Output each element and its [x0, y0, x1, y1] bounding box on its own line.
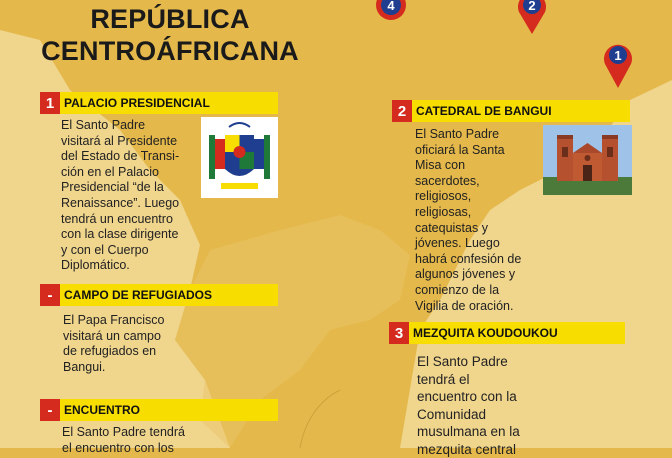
- cathedral-photo: [543, 125, 632, 195]
- section-mezquita-text: [417, 353, 520, 458]
- section-title: MEZQUITA KOUDOUKOU: [409, 326, 558, 340]
- text-line: religiosos,: [415, 189, 521, 205]
- text-line: El Santo Padre: [417, 353, 520, 371]
- section-palacio-header: [40, 92, 278, 114]
- section-mezquita-header: [389, 322, 625, 344]
- section-title: ENCUENTRO: [60, 403, 140, 417]
- section-title: CAMPO DE REFUGIADOS: [60, 288, 212, 302]
- title-line-1: REPÚBLICA: [0, 4, 340, 34]
- section-palacio-text: [61, 118, 179, 274]
- text-line: Diplomático.: [61, 258, 179, 274]
- pin-4-number: 4: [387, 0, 395, 13]
- text-line: jóvenes. Luego: [415, 236, 521, 252]
- text-line: religiosas,: [415, 205, 521, 221]
- section-campo-text: [63, 313, 164, 375]
- text-line: visitará un campo: [63, 329, 164, 345]
- section-catedral-header: [392, 100, 630, 122]
- text-line: El Santo Padre: [415, 127, 521, 143]
- section-number: -: [40, 399, 60, 421]
- text-line: comienzo de la: [415, 283, 521, 299]
- section-title: CATEDRAL DE BANGUI: [412, 104, 552, 118]
- section-number: -: [40, 284, 60, 306]
- section-title: PALACIO PRESIDENCIAL: [60, 96, 210, 110]
- pin-2-number: 2: [528, 0, 535, 13]
- text-line: y con el Cuerpo: [61, 243, 179, 259]
- text-line: habrá confesión de: [415, 252, 521, 268]
- text-line: catequistas y: [415, 221, 521, 237]
- text-line: con la clase dirigente: [61, 227, 179, 243]
- text-line: Comunidad: [417, 406, 520, 424]
- text-line: algunos jóvenes y: [415, 267, 521, 283]
- text-line: ción en el Palacio: [61, 165, 179, 181]
- river-line: [300, 390, 340, 448]
- section-encuentro-header: [40, 399, 278, 421]
- text-line: tendrá un encuentro: [61, 212, 179, 228]
- text-line: El Santo Padre: [61, 118, 179, 134]
- text-line: musulmana en la: [417, 423, 520, 441]
- section-encuentro-text: [62, 425, 185, 456]
- map-pin-1[interactable]: [601, 38, 635, 90]
- text-line: mezquita central: [417, 441, 520, 458]
- section-number: 1: [40, 92, 60, 114]
- text-line: tendrá el: [417, 371, 520, 389]
- coat-of-arms-image: [201, 117, 278, 198]
- text-line: Presidencial “de la: [61, 180, 179, 196]
- text-line: del Estado de Transi-: [61, 149, 179, 165]
- map-pin-4[interactable]: [374, 0, 408, 22]
- text-line: Misa con: [415, 158, 521, 174]
- text-line: Bangui.: [63, 360, 164, 376]
- text-line: de refugiados en: [63, 344, 164, 360]
- section-number: 2: [392, 100, 412, 122]
- text-line: oficiará la Santa: [415, 143, 521, 159]
- text-line: visitará al Presidente: [61, 134, 179, 150]
- section-number: 3: [389, 322, 409, 344]
- section-campo-header: [40, 284, 278, 306]
- text-line: El Santo Padre tendrá: [62, 425, 185, 441]
- text-line: El Papa Francisco: [63, 313, 164, 329]
- section-catedral-text: [415, 127, 521, 314]
- pin-1-number: 1: [614, 48, 621, 63]
- text-line: Vigilia de oración.: [415, 299, 521, 315]
- page-title: [0, 4, 340, 66]
- text-line: encuentro con la: [417, 388, 520, 406]
- title-line-2: CENTROÁFRICANA: [0, 36, 340, 66]
- map-pin-2[interactable]: [515, 0, 549, 36]
- text-line: Renaissance”. Luego: [61, 196, 179, 212]
- text-line: el encuentro con los: [62, 441, 185, 457]
- text-line: sacerdotes,: [415, 174, 521, 190]
